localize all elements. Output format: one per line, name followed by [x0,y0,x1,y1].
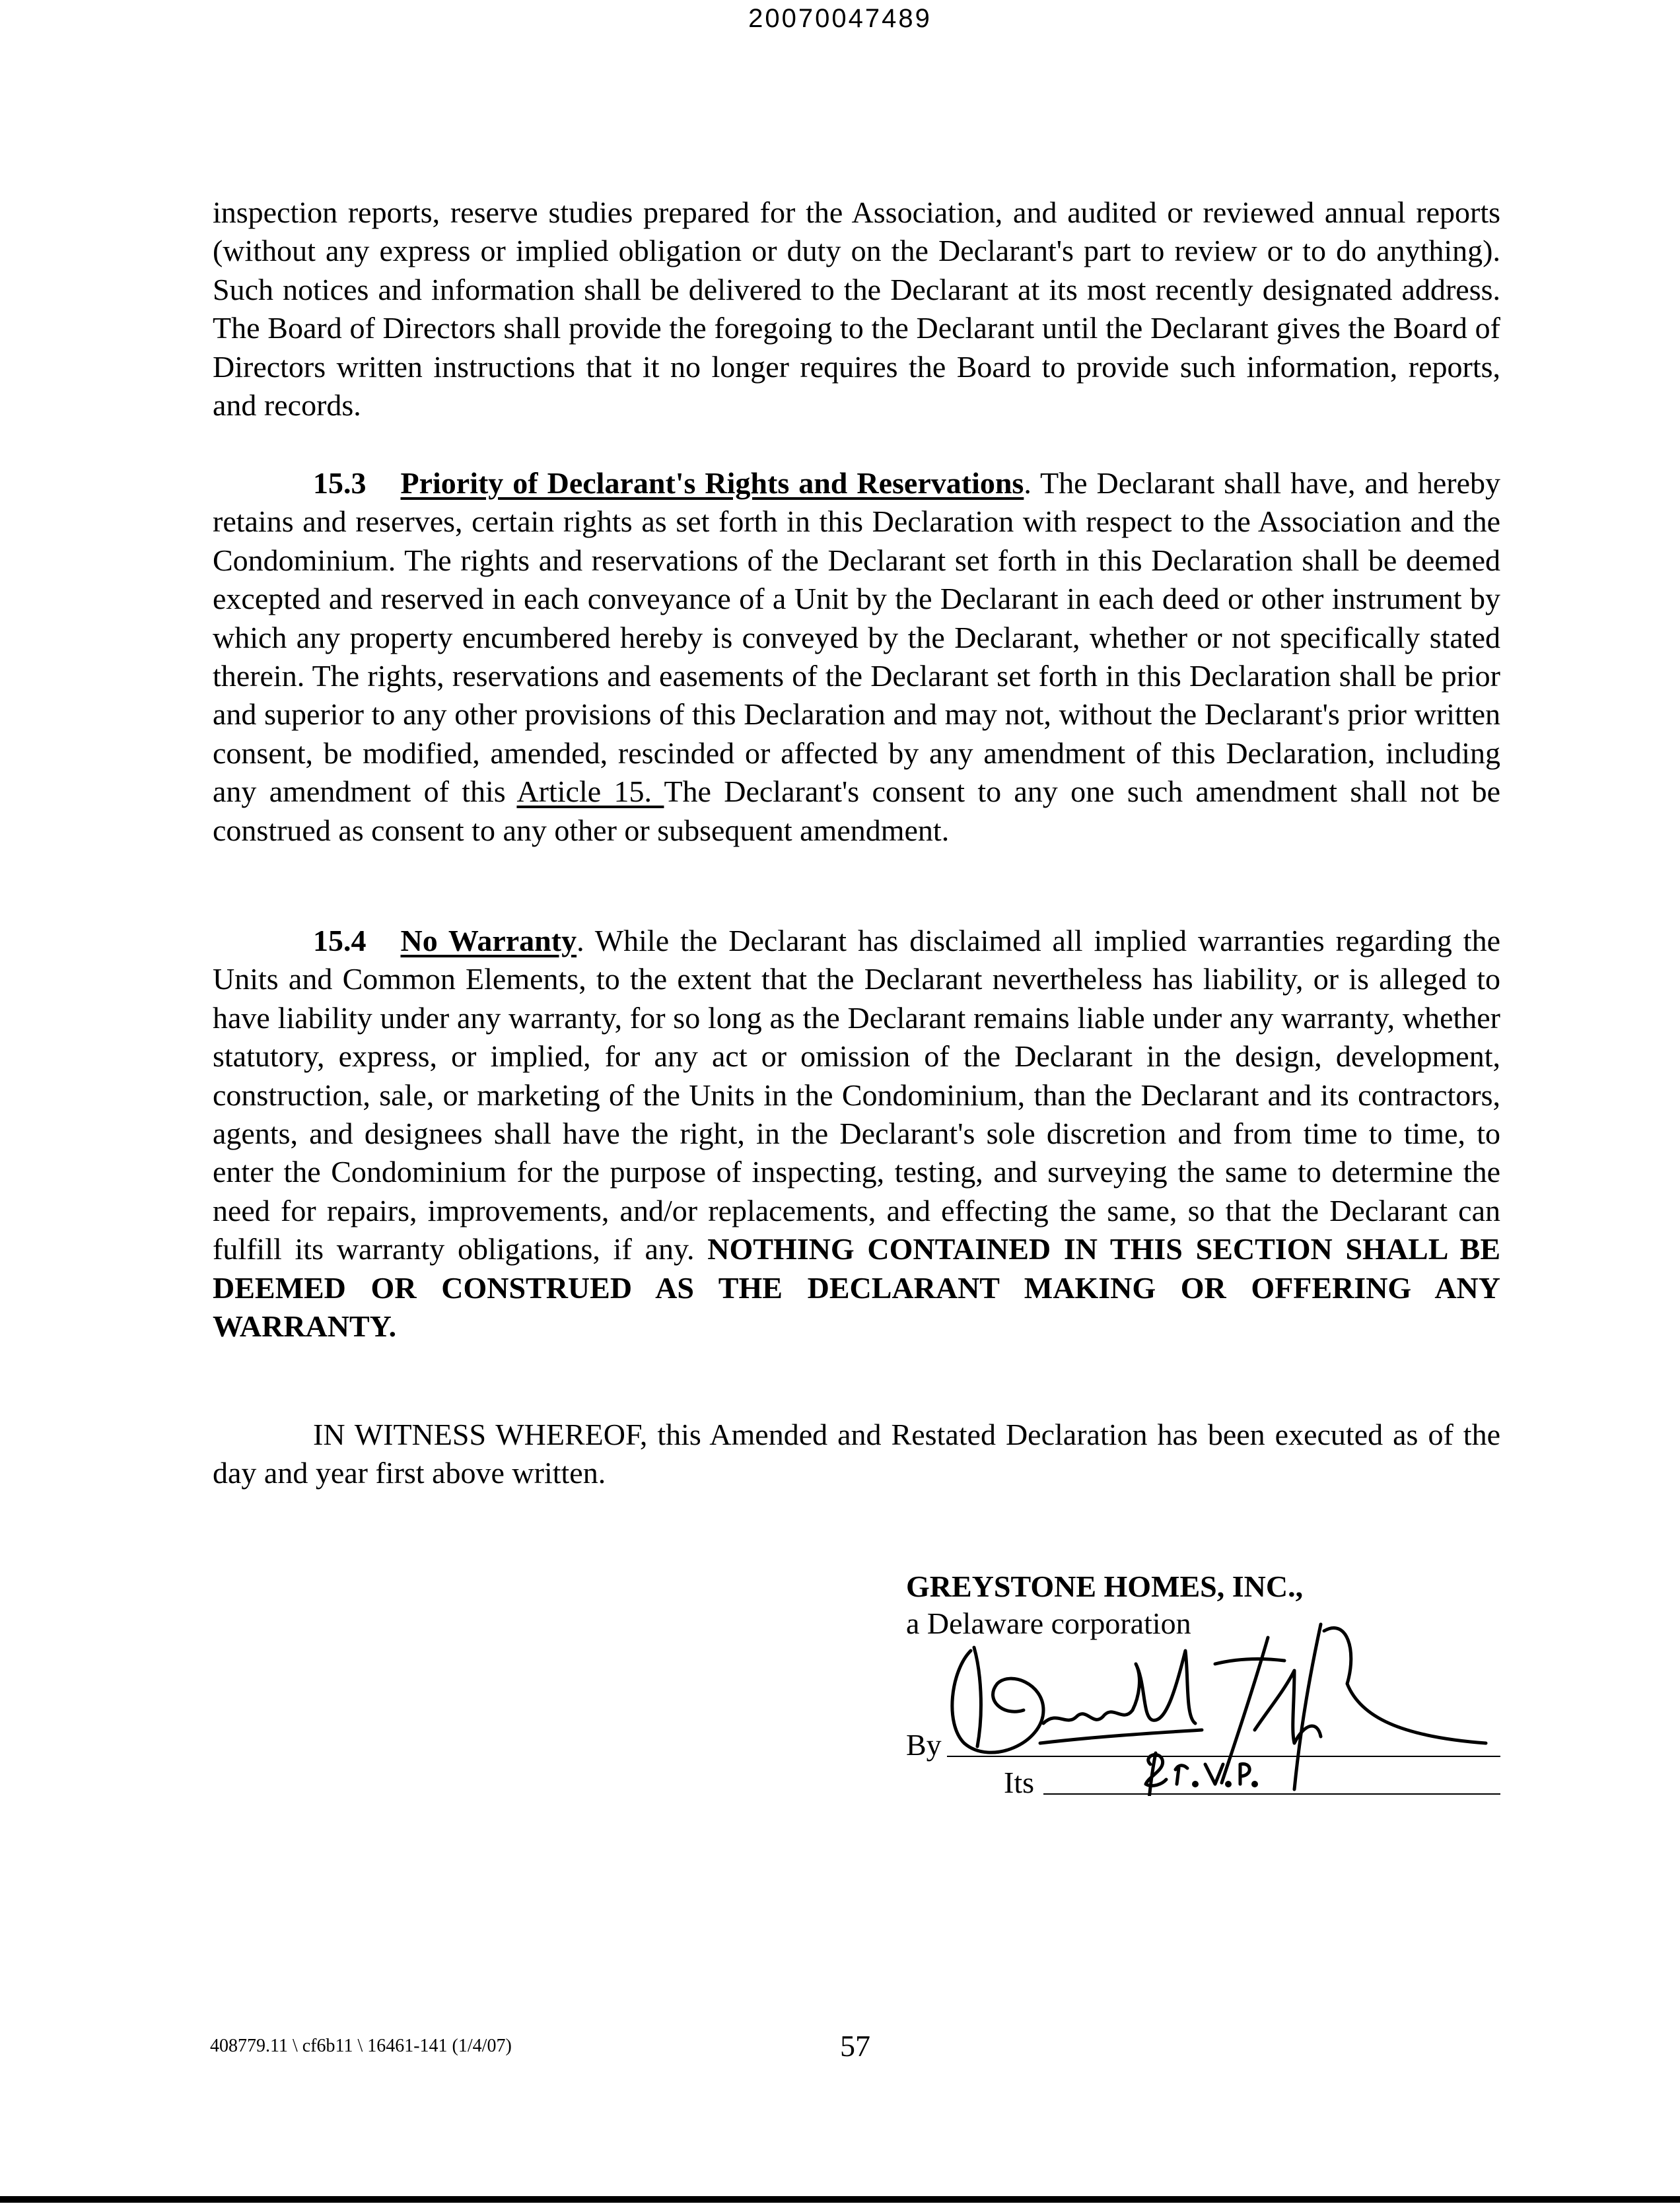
section-number: 15.3 [313,466,367,500]
section-text: . While the Declarant has disclaimed all implied warranties regarding the Units and Common Elements, to the extent that the Declarant nevertheless has liability, or is alleged to have liability under any warranty, for so long as the Declarant remains liable under any warranty, whether statutory, express, or implied, for any act or omission of the Declarant in the design, development, construction, sale, or marketing of the Units in the Condominium, than the Declarant and its contractors, agents, and designees shall have the right, in the Declarant's sole discretion and from time to time, to enter the Condominium for the purpose of inspecting, testing, and surveying the same to determine the need for repairs, improvements, and/or replacements, and effecting the same, so that the Declarant can fulfill its warranty obligations, if any. [213,924,1501,1266]
its-label: Its [1004,1766,1034,1799]
handwritten-signature [925,1611,1492,1796]
article-reference: Article 15. [516,775,664,809]
paragraph-continuation: inspection reports, reserve studies prepared for the Association, and audited or reviewed annual reports (without any express or implied obligation or duty on the Declarant's part to review or to do anything). Such notices and information shall be delivered to the Declarant at its most recently designated address. The Board of Directors shall provide the foregoing to the Declarant until the Declarant gives the Board of Directors written instructions that it no longer requires the Board to provide such information, reports, and records. [213,195,1500,423]
company-name: GREYSTONE HOMES, INC., [906,1570,1304,1603]
disclaimer-text: NOTHING CONTAINED IN THIS SECTION SHALL BE DEEMED OR CONSTRUED AS THE DECLARANT MAKING OR OFFERING ANY WARRANTY. [213,1232,1500,1344]
page-number: 57 [840,2029,870,2063]
by-label: By [906,1728,942,1762]
section-15-3 [213,464,1500,850]
document-id: 408779.11 \ cf6b11 \ 16461-141 (1/4/07) [210,2036,512,2056]
company-description: a Delaware corporation [906,1606,1191,1640]
section-text-end: The Declarant's consent to any one such amendment shall not be construed as consent to any other or subsequent amendment. [213,775,1500,847]
recording-number: 20070047489 [748,4,932,33]
section-15-4 [213,922,1500,1346]
section-text: . The Declarant shall have, and hereby retains and reserves, certain rights as set forth in this Declaration with respect to the Association and the Condominium. The rights and reservations of the Declarant set forth in this Declaration shall be deemed excepted and reserved in each conveyance of a Unit by the Declarant in each deed or other instrument by which any property encumbered hereby is conveyed by the Declarant, whether or not specifically stated therein. The rights, reservations and easements of the Declarant set forth in this Declaration shall be prior and superior to any other provisions of this Declaration and may not, without the Declarant's prior written consent, be modified, amended, rescinded or affected by any amendment of this Declaration, including any amendment of this [213,466,1501,809]
section-number: 15.4 [313,924,367,957]
bottom-border [0,2196,1680,2203]
witness-clause: IN WITNESS WHEREOF, this Amended and Restated Declaration has been executed as of the day and year first above written. [213,1418,1500,1490]
section-title: No Warranty [400,924,577,957]
section-title: Priority of Declarant's Rights and Reservations [400,466,1024,500]
